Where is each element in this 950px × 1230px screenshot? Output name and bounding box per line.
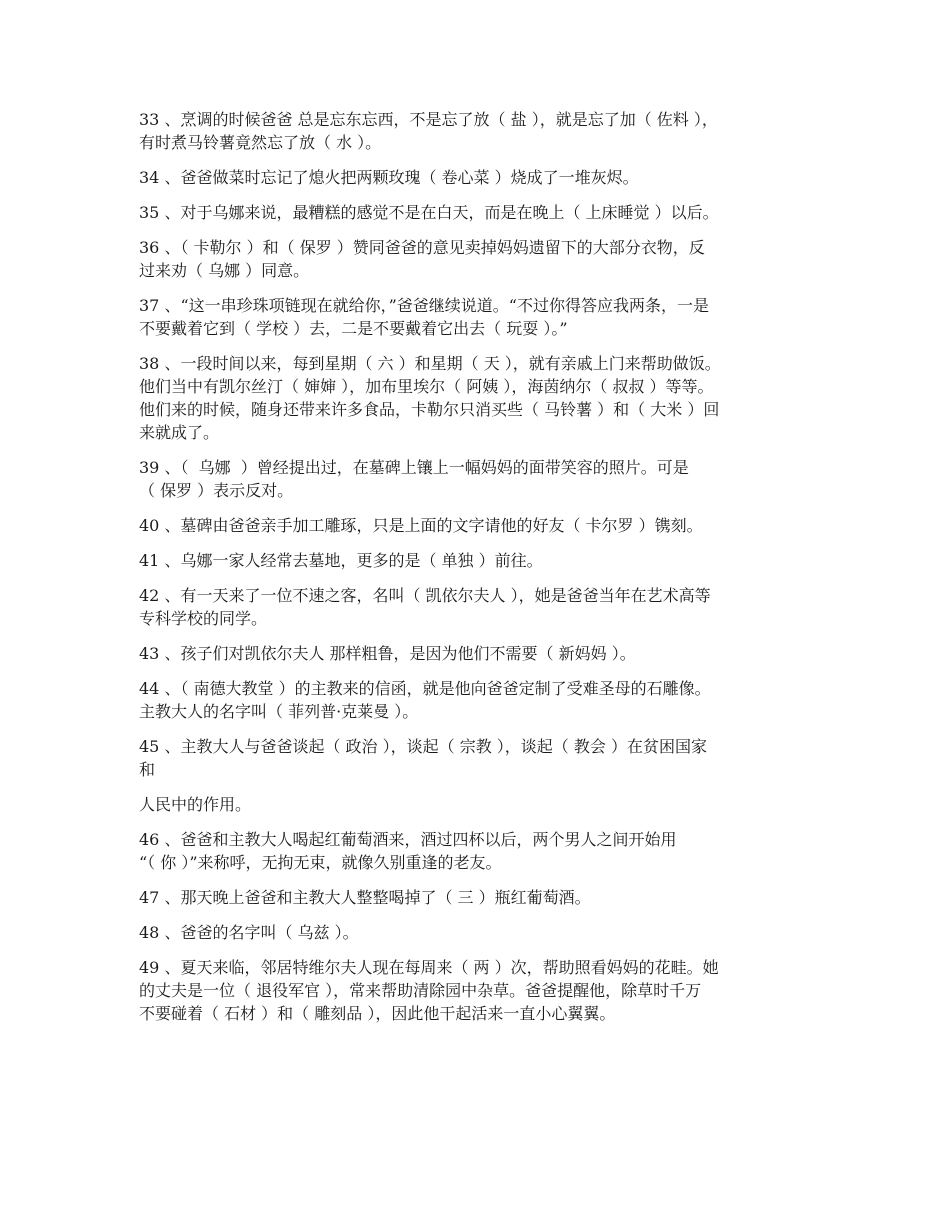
question-paragraph (139, 677, 819, 723)
text-line: 的丈夫是一位（ 退役军官 ），常来帮助清除园中杂草。爸爸提醒他，除草时千万 (139, 981, 702, 1000)
question-paragraph (139, 166, 819, 189)
text-line: 主教大人的名字叫（ 菲列普·克莱曼 ）。 (139, 702, 419, 721)
text-line: 39 、（ 乌娜 ）曾经提出过，在墓碑上镶上一幅妈妈的面带笑容的照片。可是 (139, 458, 689, 477)
question-paragraph (139, 735, 819, 781)
question-paragraph (139, 236, 819, 282)
question-paragraph (139, 108, 819, 154)
text-line: 来就成了。 (139, 423, 220, 442)
text-line: 41 、乌娜一家人经常去墓地，更多的是（ 单独 ）前往。 (139, 551, 543, 570)
question-paragraph (139, 456, 819, 502)
text-line: 不要戴着它到（ 学校 ）去，二是不要戴着它出去（ 玩耍 ）。” (139, 319, 568, 338)
question-paragraph (139, 886, 819, 909)
document-body (139, 108, 819, 1037)
text-line: 37 、“这一串珍珠项链现在就给你，”爸爸继续说道。“不过你得答应我两条，一是 (139, 296, 709, 315)
text-line: 43 、孩子们对凯依尔夫人 那样粗鲁，是因为他们不需要（ 新妈妈 ）。 (139, 644, 636, 663)
question-paragraph (139, 294, 819, 340)
text-line: 46 、爸爸和主教大人喝起红葡萄酒来，酒过四杯以后，两个男人之间开始用 (139, 830, 677, 849)
text-line: 49 、夏天来临，邻居特维尔夫人现在每周来（ 两 ）次，帮助照看妈妈的花畦。她 (139, 958, 719, 977)
question-paragraph (139, 642, 819, 665)
text-line: 他们来的时候，随身还带来许多食品，卡勒尔只消买些（ 马铃薯 ）和（ 大米 ）回 (139, 400, 720, 419)
question-paragraph (139, 201, 819, 224)
text-line: 36 、（ 卡勒尔 ）和（ 保罗 ）赞同爸爸的意见卖掉妈妈遗留下的大部分衣物，反 (139, 238, 705, 257)
text-line: 专科学校的同学。 (139, 609, 268, 628)
text-line: 不要碰着（ 石材 ）和（ 雕刻品 ），因此他干起活来一直小心翼翼。 (139, 1004, 616, 1023)
text-line: 他们当中有凯尔丝汀（ 婶婶 ），加布里埃尔（ 阿姨 ），海茵纳尔（ 叔叔 ）等等。 (139, 377, 714, 396)
text-line: 44 、（ 南德大教堂 ）的主教来的信函，就是他向爸爸定制了受难圣母的石雕像。 (139, 679, 711, 698)
text-line: 过来劝（ 乌娜 ）同意。 (139, 261, 310, 280)
text-line: 45 、主教大人与爸爸谈起（ 政治 ），谈起（ 宗教 ），谈起（ 教会 ）在贫困国家 (139, 737, 707, 756)
text-line: 47 、那天晚上爸爸和主教大人整整喝掉了（ 三 ）瓶红葡萄酒。 (139, 888, 591, 907)
question-paragraph (139, 514, 819, 537)
text-line: 42 、有一天来了一位不速之客，名叫（ 凯依尔夫人 ），她是爸爸当年在艺术高等 (139, 586, 711, 605)
text-line: 40 、墓碑由爸爸亲手加工雕琢，只是上面的文字请他的好友（ 卡尔罗 ）镌刻。 (139, 516, 703, 535)
text-line: 48 、爸爸的名字叫（ 乌兹 ）。 (139, 923, 359, 942)
text-line: （ 保罗 ）表示反对。 (139, 481, 294, 500)
question-paragraph (139, 549, 819, 572)
question-paragraph (139, 921, 819, 944)
text-line: 38 、一段时间以来，每到星期（ 六 ）和星期（ 天 ），就有亲戚上门来帮助做饭。 (139, 354, 721, 373)
text-line: 33 、烹调的时候爸爸 总是忘东忘西，不是忘了放（ 盐 ），就是忘了加（ 佐料 ）， (139, 110, 718, 129)
text-line: 有时煮马铃薯竟然忘了放（ 水 ）。 (139, 133, 382, 152)
question-paragraph (139, 584, 819, 630)
text-line: 34 、爸爸做菜时忘记了熄火把两颗玫瑰（ 卷心菜 ）烧成了一堆灰烬。 (139, 168, 639, 187)
text-line: 人民中的作用。 (139, 795, 252, 814)
text-line: 和 (139, 760, 156, 779)
text-line: 35 、对于乌娜来说，最糟糕的感觉不是在白天，而是在晚上（ 上床睡觉 ）以后。 (139, 203, 719, 222)
question-paragraph (139, 828, 819, 874)
question-paragraph (139, 956, 819, 1025)
text-line: “（ 你 ）”来称呼，无拘无束，就像久别重逢的老友。 (139, 853, 502, 872)
question-paragraph (139, 793, 819, 816)
question-paragraph (139, 352, 819, 444)
